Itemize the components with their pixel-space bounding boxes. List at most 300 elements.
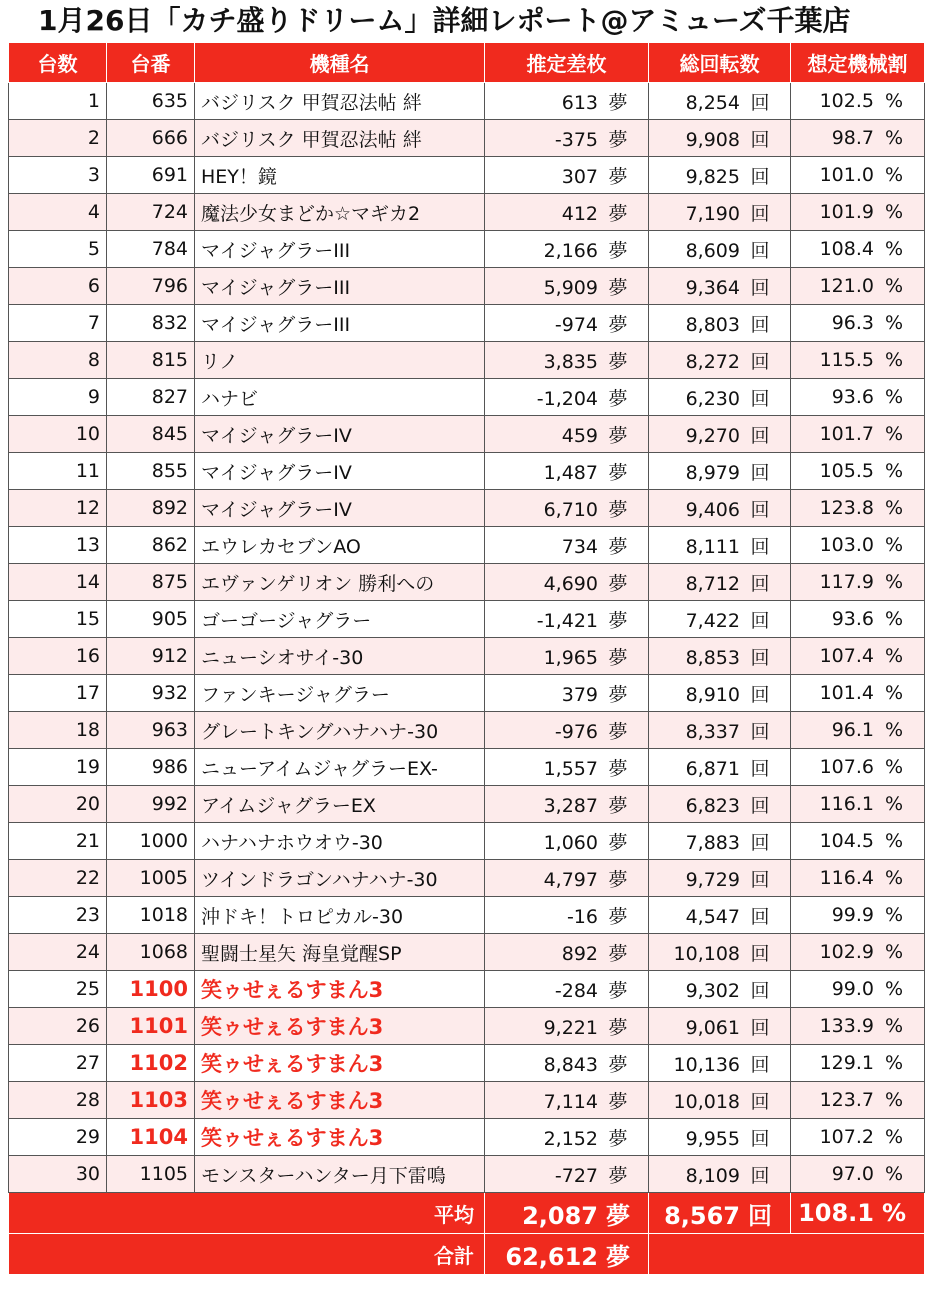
table-row <box>9 712 925 749</box>
row-spins-unit: 回 <box>750 720 770 743</box>
row-spins-unit: 回 <box>750 1016 770 1039</box>
row-machine-name: マイジャグラーIII <box>195 305 485 342</box>
row-diff-unit: 夢 <box>608 905 628 928</box>
row-rate-unit: % <box>884 719 904 741</box>
row-rate-unit: % <box>884 1015 904 1037</box>
row-rate-value: 101.4 <box>819 682 874 704</box>
row-rate-value: 116.1 <box>819 793 874 815</box>
row-machine-name: ツインドラゴンハナハナ-30 <box>195 860 485 897</box>
row-rate-unit: % <box>884 1052 904 1074</box>
total-empty <box>649 1234 925 1275</box>
row-rate-value: 104.5 <box>819 830 874 852</box>
row-diff <box>485 342 649 379</box>
row-diff <box>485 83 649 120</box>
row-spins-unit: 回 <box>750 535 770 558</box>
row-rate <box>791 120 925 157</box>
row-machine-number: 832 <box>107 305 195 342</box>
row-diff <box>485 120 649 157</box>
row-machine-name: 沖ドキ！トロピカル-30 <box>195 897 485 934</box>
row-diff-value: 307 <box>561 165 598 188</box>
row-machine-name: ファンキージャグラー <box>195 675 485 712</box>
row-count: 17 <box>9 675 107 712</box>
row-spins-unit: 回 <box>750 239 770 262</box>
row-diff-value: 6,710 <box>543 498 598 521</box>
table-row <box>9 342 925 379</box>
row-spins <box>649 157 791 194</box>
row-spins-unit: 回 <box>750 794 770 817</box>
row-rate <box>791 1119 925 1156</box>
row-spins-value: 9,364 <box>685 276 740 299</box>
row-diff-value: -974 <box>554 313 598 336</box>
row-spins-unit: 回 <box>750 424 770 447</box>
row-machine-number: 691 <box>107 157 195 194</box>
row-spins <box>649 1119 791 1156</box>
row-rate-unit: % <box>884 90 904 112</box>
table-row <box>9 157 925 194</box>
row-machine-name: 魔法少女まどか☆マギカ2 <box>195 194 485 231</box>
average-spins-unit: 回 <box>748 1201 772 1230</box>
table-row <box>9 564 925 601</box>
row-machine-number: 1068 <box>107 934 195 971</box>
row-machine-number: 912 <box>107 638 195 675</box>
row-diff-unit: 夢 <box>608 387 628 410</box>
row-count: 23 <box>9 897 107 934</box>
row-spins-unit: 回 <box>750 572 770 595</box>
row-machine-number: 1100 <box>107 971 195 1008</box>
row-rate <box>791 749 925 786</box>
row-rate-unit: % <box>884 978 904 1000</box>
row-diff-value: 7,114 <box>543 1090 598 1113</box>
row-spins <box>649 194 791 231</box>
row-spins <box>649 527 791 564</box>
row-count: 28 <box>9 1082 107 1119</box>
row-rate-value: 93.6 <box>831 386 874 408</box>
row-rate-unit: % <box>884 460 904 482</box>
row-rate-unit: % <box>884 312 904 334</box>
row-rate <box>791 342 925 379</box>
table-row <box>9 379 925 416</box>
row-rate-value: 123.8 <box>819 497 874 519</box>
row-rate-value: 96.1 <box>831 719 874 741</box>
row-count: 18 <box>9 712 107 749</box>
table-row <box>9 971 925 1008</box>
row-rate-unit: % <box>884 645 904 667</box>
row-diff <box>485 1119 649 1156</box>
row-spins-unit: 回 <box>750 276 770 299</box>
row-machine-name: 笑ゥせぇるすまん3 <box>195 1008 485 1045</box>
row-diff <box>485 1008 649 1045</box>
row-count: 19 <box>9 749 107 786</box>
row-spins <box>649 83 791 120</box>
row-machine-name: 笑ゥせぇるすまん3 <box>195 1045 485 1082</box>
row-diff <box>485 268 649 305</box>
row-count: 20 <box>9 786 107 823</box>
row-spins-unit: 回 <box>750 942 770 965</box>
row-machine-name: マイジャグラーIII <box>195 231 485 268</box>
row-machine-name: マイジャグラーIV <box>195 490 485 527</box>
row-count: 3 <box>9 157 107 194</box>
row-spins <box>649 675 791 712</box>
row-rate <box>791 897 925 934</box>
row-spins-value: 8,337 <box>685 720 740 743</box>
row-rate <box>791 379 925 416</box>
row-rate-unit: % <box>884 423 904 445</box>
row-count: 22 <box>9 860 107 897</box>
average-rate-unit: % <box>881 1199 907 1227</box>
row-spins-value: 6,230 <box>685 387 740 410</box>
row-spins-value: 8,853 <box>685 646 740 669</box>
row-machine-number: 892 <box>107 490 195 527</box>
row-spins-value: 9,061 <box>685 1016 740 1039</box>
row-machine-number: 1103 <box>107 1082 195 1119</box>
row-count: 1 <box>9 83 107 120</box>
row-rate <box>791 157 925 194</box>
table-row <box>9 268 925 305</box>
row-diff <box>485 897 649 934</box>
row-rate-value: 116.4 <box>819 867 874 889</box>
average-row <box>9 1193 925 1234</box>
row-diff <box>485 490 649 527</box>
row-spins-value: 8,910 <box>685 683 740 706</box>
row-diff-value: -375 <box>554 128 598 151</box>
row-spins <box>649 1082 791 1119</box>
row-rate-value: 102.9 <box>819 941 874 963</box>
row-rate-value: 123.7 <box>819 1089 874 1111</box>
row-count: 25 <box>9 971 107 1008</box>
row-spins <box>649 749 791 786</box>
row-count: 4 <box>9 194 107 231</box>
table-row <box>9 823 925 860</box>
row-diff <box>485 712 649 749</box>
row-spins-value: 7,883 <box>685 831 740 854</box>
row-machine-name: HEY！鏡 <box>195 157 485 194</box>
row-diff-unit: 夢 <box>608 350 628 373</box>
row-diff-unit: 夢 <box>608 1090 628 1113</box>
table-row <box>9 120 925 157</box>
average-label: 平均 <box>9 1193 485 1234</box>
row-spins-value: 9,908 <box>685 128 740 151</box>
row-spins-value: 9,406 <box>685 498 740 521</box>
row-machine-number: 635 <box>107 83 195 120</box>
row-rate-value: 133.9 <box>819 1015 874 1037</box>
row-spins-value: 4,547 <box>685 905 740 928</box>
row-diff <box>485 786 649 823</box>
row-rate <box>791 564 925 601</box>
row-diff-value: 892 <box>561 942 598 965</box>
row-spins <box>649 342 791 379</box>
row-spins <box>649 934 791 971</box>
table-row <box>9 416 925 453</box>
row-spins-unit: 回 <box>750 202 770 225</box>
row-machine-number: 845 <box>107 416 195 453</box>
row-machine-number: 905 <box>107 601 195 638</box>
row-machine-number: 992 <box>107 786 195 823</box>
row-count: 24 <box>9 934 107 971</box>
row-machine-name: バジリスク 甲賀忍法帖 絆 <box>195 83 485 120</box>
row-diff-unit: 夢 <box>608 868 628 891</box>
row-spins-unit: 回 <box>750 1090 770 1113</box>
row-diff-value: 734 <box>561 535 598 558</box>
row-diff-value: 4,690 <box>543 572 598 595</box>
row-diff-value: -1,204 <box>536 387 598 410</box>
row-diff-unit: 夢 <box>608 831 628 854</box>
report-title: 1月26日「カチ盛りドリーム」詳細レポート@アミューズ千葉店 <box>38 4 851 37</box>
row-diff <box>485 823 649 860</box>
row-machine-number: 1005 <box>107 860 195 897</box>
table-row <box>9 453 925 490</box>
row-spins <box>649 1008 791 1045</box>
row-spins <box>649 120 791 157</box>
table-row <box>9 749 925 786</box>
row-spins-value: 9,825 <box>685 165 740 188</box>
row-count: 16 <box>9 638 107 675</box>
row-rate-value: 105.5 <box>819 460 874 482</box>
row-diff-value: 1,965 <box>543 646 598 669</box>
row-count: 27 <box>9 1045 107 1082</box>
row-rate-unit: % <box>884 793 904 815</box>
row-machine-number: 1000 <box>107 823 195 860</box>
total-row <box>9 1234 925 1275</box>
row-spins-value: 10,136 <box>673 1053 740 1076</box>
row-diff-unit: 夢 <box>608 979 628 1002</box>
row-spins <box>649 416 791 453</box>
row-diff <box>485 453 649 490</box>
row-rate-unit: % <box>884 682 904 704</box>
row-machine-number: 932 <box>107 675 195 712</box>
row-count: 13 <box>9 527 107 564</box>
row-spins-value: 8,979 <box>685 461 740 484</box>
header-count: 台数 <box>9 43 107 83</box>
row-diff-value: 3,287 <box>543 794 598 817</box>
row-diff <box>485 971 649 1008</box>
row-diff-value: 3,835 <box>543 350 598 373</box>
row-spins-unit: 回 <box>750 868 770 891</box>
row-machine-name: ゴーゴージャグラー <box>195 601 485 638</box>
row-rate-value: 107.4 <box>819 645 874 667</box>
row-spins-value: 8,803 <box>685 313 740 336</box>
row-rate <box>791 1082 925 1119</box>
table-row <box>9 194 925 231</box>
row-spins-value: 8,109 <box>685 1164 740 1187</box>
average-rate <box>791 1193 925 1234</box>
row-diff-value: -284 <box>554 979 598 1002</box>
row-spins <box>649 601 791 638</box>
row-spins <box>649 971 791 1008</box>
table-row <box>9 897 925 934</box>
row-rate-unit: % <box>884 497 904 519</box>
row-diff-value: 459 <box>561 424 598 447</box>
row-diff-value: 412 <box>561 202 598 225</box>
row-diff-value: 2,152 <box>543 1127 598 1150</box>
row-machine-number: 855 <box>107 453 195 490</box>
row-diff-unit: 夢 <box>608 942 628 965</box>
row-machine-name: 聖闘士星矢 海皇覚醒SP <box>195 934 485 971</box>
row-diff-unit: 夢 <box>608 572 628 595</box>
row-spins <box>649 379 791 416</box>
total-diff-unit: 夢 <box>606 1242 630 1271</box>
row-diff-unit: 夢 <box>608 535 628 558</box>
table-row <box>9 527 925 564</box>
row-diff-unit: 夢 <box>608 1016 628 1039</box>
row-rate-unit: % <box>884 386 904 408</box>
row-spins-unit: 回 <box>750 831 770 854</box>
row-diff-value: -976 <box>554 720 598 743</box>
row-rate-value: 115.5 <box>819 349 874 371</box>
row-rate-unit: % <box>884 1089 904 1111</box>
row-spins <box>649 231 791 268</box>
row-machine-number: 1018 <box>107 897 195 934</box>
row-diff-unit: 夢 <box>608 424 628 447</box>
row-spins-unit: 回 <box>750 313 770 336</box>
row-rate <box>791 1156 925 1193</box>
row-count: 21 <box>9 823 107 860</box>
row-machine-number: 1104 <box>107 1119 195 1156</box>
row-spins-unit: 回 <box>750 979 770 1002</box>
row-rate-unit: % <box>884 608 904 630</box>
row-machine-name: マイジャグラーIV <box>195 453 485 490</box>
row-spins-unit: 回 <box>750 609 770 632</box>
row-count: 10 <box>9 416 107 453</box>
row-count: 12 <box>9 490 107 527</box>
row-machine-name: 笑ゥせぇるすまん3 <box>195 1119 485 1156</box>
row-machine-number: 1105 <box>107 1156 195 1193</box>
row-machine-name: マイジャグラーIV <box>195 416 485 453</box>
total-diff <box>485 1234 649 1275</box>
row-diff-unit: 夢 <box>608 313 628 336</box>
row-rate <box>791 305 925 342</box>
row-diff-unit: 夢 <box>608 757 628 780</box>
row-spins-unit: 回 <box>750 498 770 521</box>
row-rate <box>791 490 925 527</box>
table-row <box>9 675 925 712</box>
row-rate-value: 93.6 <box>831 608 874 630</box>
table-row <box>9 1082 925 1119</box>
row-rate-unit: % <box>884 867 904 889</box>
row-spins-value: 9,729 <box>685 868 740 891</box>
row-machine-name: アイムジャグラーEX <box>195 786 485 823</box>
row-machine-number: 796 <box>107 268 195 305</box>
table-row <box>9 1119 925 1156</box>
table-row <box>9 934 925 971</box>
row-diff-value: -16 <box>566 905 598 928</box>
row-rate-value: 107.2 <box>819 1126 874 1148</box>
row-diff <box>485 379 649 416</box>
row-diff-unit: 夢 <box>608 646 628 669</box>
row-spins <box>649 897 791 934</box>
row-spins-value: 8,712 <box>685 572 740 595</box>
row-diff-unit: 夢 <box>608 609 628 632</box>
row-diff-unit: 夢 <box>608 239 628 262</box>
row-machine-name: リノ <box>195 342 485 379</box>
row-rate-unit: % <box>884 201 904 223</box>
table-row <box>9 638 925 675</box>
row-diff-unit: 夢 <box>608 461 628 484</box>
row-rate-value: 101.0 <box>819 164 874 186</box>
row-rate <box>791 1008 925 1045</box>
row-machine-name: バジリスク 甲賀忍法帖 絆 <box>195 120 485 157</box>
table-row <box>9 490 925 527</box>
row-diff <box>485 601 649 638</box>
row-diff <box>485 416 649 453</box>
row-spins-unit: 回 <box>750 683 770 706</box>
row-diff-value: 4,797 <box>543 868 598 891</box>
row-diff <box>485 1082 649 1119</box>
row-rate-value: 99.0 <box>831 978 874 1000</box>
row-diff-unit: 夢 <box>608 202 628 225</box>
row-diff <box>485 194 649 231</box>
row-rate-value: 101.7 <box>819 423 874 445</box>
row-rate <box>791 83 925 120</box>
row-diff-unit: 夢 <box>608 498 628 521</box>
row-count: 8 <box>9 342 107 379</box>
row-machine-name: ニューシオサイ-30 <box>195 638 485 675</box>
row-diff-value: 1,557 <box>543 757 598 780</box>
row-diff-value: 1,487 <box>543 461 598 484</box>
row-diff-unit: 夢 <box>608 128 628 151</box>
row-machine-number: 666 <box>107 120 195 157</box>
row-diff-unit: 夢 <box>608 91 628 114</box>
row-rate-value: 96.3 <box>831 312 874 334</box>
row-rate-value: 101.9 <box>819 201 874 223</box>
header-row <box>9 43 925 83</box>
row-count: 6 <box>9 268 107 305</box>
row-rate <box>791 971 925 1008</box>
row-spins-value: 10,108 <box>673 942 740 965</box>
row-spins <box>649 786 791 823</box>
row-count: 2 <box>9 120 107 157</box>
row-spins-unit: 回 <box>750 128 770 151</box>
row-machine-number: 724 <box>107 194 195 231</box>
row-machine-name: ニューアイムジャグラーEX- <box>195 749 485 786</box>
row-rate <box>791 860 925 897</box>
header-payout-rate: 想定機械割 <box>791 43 925 83</box>
row-spins-value: 9,955 <box>685 1127 740 1150</box>
row-rate <box>791 712 925 749</box>
row-diff-value: 5,909 <box>543 276 598 299</box>
row-diff <box>485 305 649 342</box>
row-rate-value: 117.9 <box>819 571 874 593</box>
row-machine-number: 784 <box>107 231 195 268</box>
average-spins <box>649 1193 791 1234</box>
row-rate <box>791 675 925 712</box>
row-spins <box>649 712 791 749</box>
row-rate <box>791 1045 925 1082</box>
row-rate <box>791 786 925 823</box>
row-rate <box>791 527 925 564</box>
row-rate-value: 103.0 <box>819 534 874 556</box>
row-machine-number: 1101 <box>107 1008 195 1045</box>
row-machine-number: 827 <box>107 379 195 416</box>
row-rate-value: 108.4 <box>819 238 874 260</box>
row-rate-value: 98.7 <box>831 127 874 149</box>
table-row <box>9 1045 925 1082</box>
row-diff-unit: 夢 <box>608 1053 628 1076</box>
row-machine-name: グレートキングハナハナ-30 <box>195 712 485 749</box>
row-machine-number: 862 <box>107 527 195 564</box>
table-row <box>9 1156 925 1193</box>
row-spins-value: 7,422 <box>685 609 740 632</box>
header-total-spins: 総回転数 <box>649 43 791 83</box>
row-machine-name: エウレカセブンAO <box>195 527 485 564</box>
row-rate-unit: % <box>884 1163 904 1185</box>
row-diff-unit: 夢 <box>608 1127 628 1150</box>
row-rate-unit: % <box>884 941 904 963</box>
average-spins-value: 8,567 <box>664 1201 740 1230</box>
row-rate-value: 97.0 <box>831 1163 874 1185</box>
row-spins-value: 10,018 <box>673 1090 740 1113</box>
row-rate <box>791 934 925 971</box>
header-machine-name: 機種名 <box>195 43 485 83</box>
